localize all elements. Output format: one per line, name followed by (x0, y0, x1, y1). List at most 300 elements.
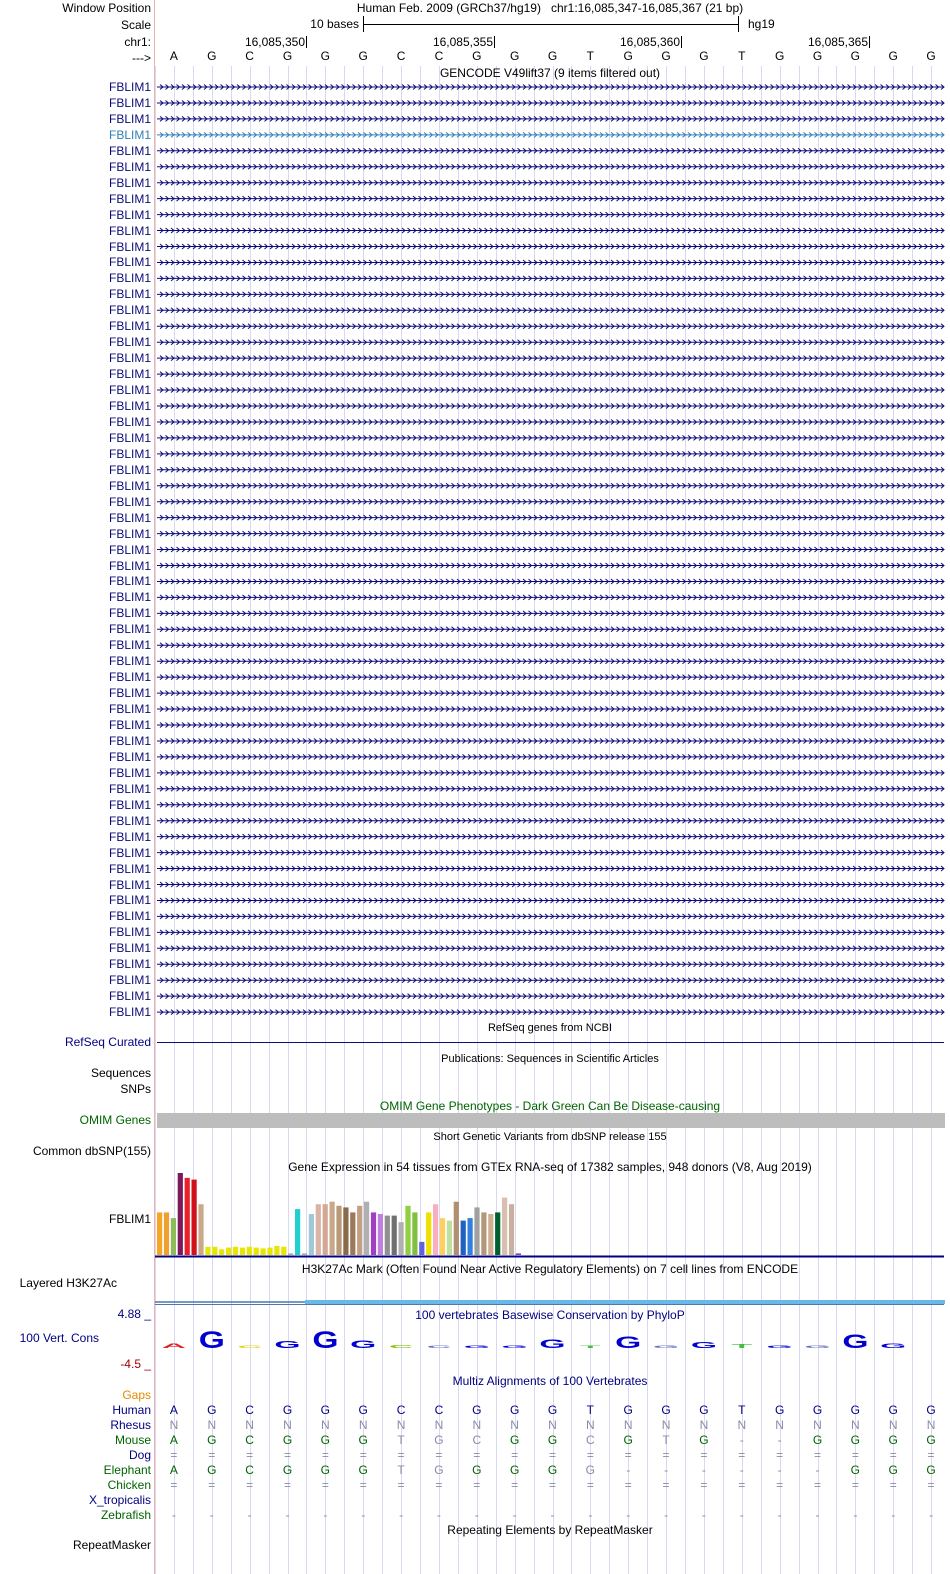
aligned-base: T (397, 1463, 405, 1477)
aligned-base: = (548, 1448, 557, 1462)
aligned-base: N (623, 1418, 633, 1432)
base-letter: G (509, 49, 520, 63)
base-letter: G (850, 49, 861, 63)
gencode-transcript-label: FBLIM1 (108, 351, 151, 366)
aligned-base: T (738, 1403, 746, 1417)
gencode-transcript-label: FBLIM1 (108, 494, 151, 509)
gtex-tissue-bar (495, 1212, 500, 1255)
publications-sequences-label[interactable]: Sequences (90, 1066, 151, 1080)
aligned-base: = (359, 1448, 367, 1462)
species-label: Rhesus (110, 1418, 151, 1432)
species-label: X_tropicalis (88, 1493, 151, 1507)
ruler-tick-label: 16,085,365 (807, 35, 868, 49)
gencode-transcript-label: FBLIM1 (108, 622, 151, 637)
aligned-base: N (207, 1418, 217, 1432)
assembly-position-text: Human Feb. 2009 (GRCh37/hg19) chr1:16,085,347-16,085,367 (21 bp) (356, 1, 744, 15)
aligned-base: G (509, 1463, 520, 1477)
gtex-tissue-bar (412, 1212, 417, 1255)
base-letter: G (661, 49, 671, 63)
gtex-tissue-bar (330, 1202, 335, 1255)
gencode-transcript-label: FBLIM1 (108, 95, 151, 110)
gtex-tissue-bar (233, 1247, 238, 1255)
aligned-base: G (547, 1433, 558, 1447)
aligned-base: G (850, 1403, 861, 1417)
aligned-base: = (283, 1478, 292, 1492)
aligned-base: - (739, 1433, 744, 1447)
aligned-base: C (472, 1433, 482, 1447)
aligned-base: - (436, 1508, 441, 1522)
gtex-tissue-bar (205, 1247, 210, 1255)
aligned-base: N (775, 1418, 784, 1432)
aligned-base: N (586, 1418, 595, 1432)
gencode-transcript-label: FBLIM1 (108, 925, 151, 940)
base-letter: G (888, 49, 898, 63)
aligned-base: G (888, 1463, 898, 1477)
aligned-base: C (245, 1463, 254, 1477)
gencode-transcript-label: FBLIM1 (108, 845, 151, 860)
gencode-transcript-label: FBLIM1 (108, 781, 151, 796)
gtex-tissue-bar (274, 1246, 279, 1255)
gtex-tissue-bar (399, 1222, 404, 1255)
gtex-tissue-bar (474, 1207, 479, 1255)
aligned-base: G (207, 1463, 217, 1477)
gtex-tissue-bar (261, 1248, 266, 1255)
aligned-base: G (850, 1433, 861, 1447)
gencode-transcript-label: FBLIM1 (108, 941, 151, 956)
gencode-transcript-label: FBLIM1 (108, 526, 151, 541)
base-letter: C (396, 49, 406, 63)
scale-text: 10 bases (310, 17, 359, 31)
gtex-tissue-bar (509, 1204, 514, 1255)
gtex-tissue-bar (468, 1218, 473, 1255)
aligned-base: = (511, 1478, 519, 1492)
gtex-tissue-bar (357, 1206, 362, 1255)
aligned-base: - (323, 1508, 328, 1522)
gencode-transcript-label: FBLIM1 (108, 654, 151, 669)
aligned-base: - (664, 1463, 669, 1477)
aligned-base: A (169, 1463, 178, 1477)
conservation-min-label: -4.5 _ (120, 1357, 151, 1371)
multiz-gaps-label: Gaps (122, 1388, 151, 1402)
base-letter: C (245, 49, 254, 63)
aligned-base: = (851, 1448, 859, 1462)
gtex-tissue-bar (488, 1214, 493, 1255)
conservation-base: T (580, 1344, 601, 1349)
base-letter: G (282, 49, 293, 63)
gencode-transcript-label: FBLIM1 (108, 749, 151, 764)
aligned-base: G (547, 1463, 558, 1477)
aligned-base: = (435, 1478, 443, 1492)
gtex-tissue-bar (461, 1221, 466, 1255)
conservation-base: G (766, 1344, 793, 1349)
gencode-transcript-label: FBLIM1 (108, 127, 151, 142)
species-label: Dog (128, 1448, 151, 1462)
gencode-transcript-label: FBLIM1 (108, 702, 151, 717)
aligned-base: = (473, 1478, 481, 1492)
aligned-base: = (738, 1478, 746, 1492)
h3k27ac-track-label[interactable]: Layered H3K27Ac (19, 1276, 117, 1290)
conservation-base: G (312, 1326, 339, 1354)
ruler-tick-label: 16,085,355 (432, 35, 493, 49)
dbsnp-track-label[interactable]: Common dbSNP(155) (32, 1144, 151, 1158)
gencode-transcript-label: FBLIM1 (108, 271, 151, 286)
gtex-tissue-bar (343, 1207, 348, 1255)
aligned-base: = (548, 1478, 557, 1492)
gtex-tissue-bar (350, 1212, 355, 1255)
gtex-tissue-bar (336, 1206, 341, 1255)
gencode-transcript-label: FBLIM1 (108, 414, 151, 429)
species-label: Human (112, 1403, 151, 1417)
gencode-transcript-label: FBLIM1 (108, 191, 151, 206)
omim-track-title[interactable]: OMIM Gene Phenotypes - Dark Green Can Be Disease-causing (379, 1099, 721, 1113)
aligned-base: C (245, 1403, 254, 1417)
gencode-transcript-label: FBLIM1 (108, 670, 151, 685)
chrom-label: chr1: (124, 35, 151, 49)
gencode-transcript-label: FBLIM1 (108, 558, 151, 573)
gtex-tissue-bar (254, 1248, 259, 1255)
gtex-tissue-bar (371, 1212, 376, 1255)
aligned-base: G (358, 1403, 368, 1417)
aligned-base: - (739, 1463, 744, 1477)
gencode-transcript-label: FBLIM1 (108, 367, 151, 382)
aligned-base: N (548, 1418, 557, 1432)
aligned-base: = (889, 1478, 897, 1492)
aligned-base: = (511, 1448, 519, 1462)
aligned-base: = (776, 1448, 784, 1462)
aligned-base: N (926, 1418, 936, 1432)
aligned-base: C (586, 1433, 595, 1447)
aligned-base: N (737, 1418, 747, 1432)
gencode-transcript-label: FBLIM1 (108, 223, 151, 238)
aligned-base: G (282, 1403, 293, 1417)
gtex-tissue-bar (178, 1173, 183, 1255)
gencode-transcript-label: FBLIM1 (108, 590, 151, 605)
aligned-base: - (247, 1508, 252, 1522)
gtex-tissue-bar (378, 1214, 383, 1255)
conservation-max-label: 4.88 _ (117, 1307, 151, 1321)
gtex-tissue-bar (226, 1248, 231, 1255)
gencode-transcript-label: FBLIM1 (108, 893, 151, 908)
aligned-base: = (321, 1448, 329, 1462)
omim-track-label[interactable]: OMIM Genes (79, 1113, 151, 1127)
gtex-tissue-bar (405, 1206, 410, 1255)
gencode-transcript-label: FBLIM1 (108, 733, 151, 748)
h3k27ac-track-title[interactable]: H3K27Ac Mark (Often Found Near Active Regulatory Elements) on 7 cell lines from ENCODE (301, 1262, 799, 1276)
aligned-base: = (662, 1448, 670, 1462)
gtex-tissue-bar (447, 1221, 452, 1255)
aligned-base: G (509, 1433, 520, 1447)
aligned-base: - (588, 1508, 593, 1522)
gtex-tissue-bar (198, 1204, 203, 1255)
gencode-transcript-label: FBLIM1 (108, 1005, 151, 1020)
h3k27ac-signal (305, 1300, 945, 1304)
aligned-base: C (245, 1433, 254, 1447)
aligned-base: - (399, 1508, 404, 1522)
base-letter: G (358, 49, 368, 63)
gtex-tissue-bar (440, 1218, 445, 1255)
aligned-base: G (320, 1463, 331, 1477)
aligned-base: G (358, 1433, 368, 1447)
gtex-tissue-bar (219, 1249, 224, 1255)
gencode-transcript-label: FBLIM1 (108, 718, 151, 732)
gencode-transcript-label: FBLIM1 (108, 973, 151, 988)
base-letter: G (623, 49, 633, 63)
aligned-base: = (586, 1478, 594, 1492)
aligned-base: N (169, 1418, 179, 1432)
aligned-base: G (926, 1433, 936, 1447)
gtex-tissue-bar (454, 1202, 459, 1255)
aligned-base: A (169, 1403, 178, 1417)
aligned-base: G (774, 1403, 785, 1417)
aligned-base: = (170, 1448, 178, 1462)
base-letter: T (586, 49, 595, 63)
aligned-base: N (396, 1418, 406, 1432)
gencode-transcript-label: FBLIM1 (108, 909, 151, 924)
gencode-transcript-label: FBLIM1 (108, 111, 151, 126)
aligned-base: G (320, 1433, 331, 1447)
gtex-tissue-bar (364, 1202, 369, 1255)
base-letter: G (547, 49, 558, 63)
gencode-transcript-label: FBLIM1 (108, 462, 151, 477)
aligned-base: - (891, 1508, 896, 1522)
conservation-base: G (274, 1339, 301, 1351)
gencode-transcript-label: FBLIM1 (108, 143, 151, 158)
aligned-base: C (434, 1403, 444, 1417)
aligned-base: G (926, 1463, 936, 1477)
gencode-transcript-label: FBLIM1 (108, 510, 151, 525)
gtex-tissue-bar (302, 1253, 307, 1255)
aligned-base: = (927, 1478, 935, 1492)
aligned-base: - (777, 1508, 782, 1522)
aligned-base: G (699, 1433, 709, 1447)
aligned-base: - (739, 1508, 744, 1522)
gtex-tissue-bar (171, 1218, 176, 1255)
aligned-base: G (661, 1403, 671, 1417)
gtex-tissue-bar (392, 1216, 397, 1255)
aligned-base: - (777, 1433, 782, 1447)
aligned-base: - (777, 1463, 782, 1477)
aligned-base: N (661, 1418, 671, 1432)
omim-gene-bar (157, 1113, 945, 1128)
repeatmasker-track-title[interactable]: Repeating Elements by RepeatMasker (447, 1523, 653, 1537)
aligned-base: = (851, 1478, 859, 1492)
base-letter: G (774, 49, 785, 63)
aligned-base: = (776, 1478, 784, 1492)
gtex-tissue-bar (192, 1180, 197, 1255)
aligned-base: = (208, 1448, 216, 1462)
aligned-base: = (738, 1448, 746, 1462)
aligned-base: G (472, 1463, 482, 1477)
aligned-base: G (547, 1403, 558, 1417)
gtex-tissue-bar (516, 1253, 521, 1255)
conservation-base: G (653, 1344, 680, 1349)
multiz-track-title[interactable]: Multiz Alignments of 100 Vertebrates (452, 1374, 648, 1388)
gencode-transcript-label: FBLIM1 (108, 80, 151, 94)
aligned-base: N (434, 1418, 444, 1432)
conservation-base: C (237, 1344, 262, 1349)
aligned-base: G (812, 1433, 823, 1447)
aligned-base: G (207, 1433, 217, 1447)
aligned-base: N (472, 1418, 482, 1432)
aligned-base: G (585, 1463, 596, 1477)
gencode-transcript-label: FBLIM1 (108, 765, 151, 780)
aligned-base: G (472, 1403, 482, 1417)
gencode-transcript-label: FBLIM1 (108, 574, 151, 589)
gtex-tissue-bar (288, 1253, 293, 1255)
aligned-base: T (662, 1433, 670, 1447)
conservation-base: T (731, 1343, 753, 1350)
conservation-base: G (350, 1338, 377, 1351)
repeatmasker-track-label[interactable]: RepeatMasker (72, 1538, 151, 1552)
gencode-transcript-label: FBLIM1 (108, 430, 151, 445)
aligned-base: = (927, 1448, 935, 1462)
aligned-base: = (359, 1478, 367, 1492)
aligned-base: N (321, 1418, 330, 1432)
aligned-base: - (626, 1463, 631, 1477)
gtex-track-title[interactable]: Gene Expression in 54 tissues from GTEx RNA-seq of 17382 samples, 948 donors (V8, Aug 2019) (288, 1160, 812, 1174)
aligned-base: G (699, 1403, 709, 1417)
base-letter: G (926, 49, 936, 63)
gtex-tissue-bar (281, 1247, 286, 1255)
conservation-base: G (842, 1330, 869, 1353)
conservation-base: G (615, 1333, 642, 1352)
gtex-tissue-bar (433, 1204, 438, 1255)
aligned-base: G (509, 1403, 520, 1417)
gencode-transcript-label: FBLIM1 (108, 319, 151, 334)
aligned-base: - (664, 1508, 669, 1522)
gencode-transcript-label: FBLIM1 (108, 797, 151, 812)
conservation-base: C (426, 1344, 452, 1349)
aligned-base: G (623, 1403, 633, 1417)
gtex-tissue-bar (157, 1212, 162, 1255)
aligned-base: = (208, 1478, 216, 1492)
gencode-transcript-label: FBLIM1 (108, 159, 151, 174)
gtex-tissue-bar (267, 1248, 272, 1255)
gencode-transcript-label: FBLIM1 (108, 239, 151, 254)
aligned-base: N (245, 1418, 254, 1432)
aligned-base: N (510, 1418, 519, 1432)
species-label: Mouse (114, 1433, 151, 1447)
aligned-base: = (397, 1448, 405, 1462)
aligned-base: - (701, 1463, 706, 1477)
refseq-track-title[interactable]: RefSeq genes from NCBI (487, 1022, 613, 1034)
aligned-base: G (888, 1403, 898, 1417)
aligned-base: = (473, 1448, 481, 1462)
gencode-transcript-label: FBLIM1 (108, 686, 151, 701)
aligned-base: G (434, 1463, 444, 1477)
conservation-track-label[interactable]: 100 Vert. Cons (19, 1331, 99, 1345)
gencode-transcript-label: FBLIM1 (108, 829, 151, 844)
aligned-base: N (283, 1418, 292, 1432)
gencode-transcript-label: FBLIM1 (108, 606, 151, 621)
aligned-base: = (813, 1478, 822, 1492)
dbsnp-track-title[interactable]: Short Genetic Variants from dbSNP release 155 (433, 1131, 667, 1143)
refseq-track-label[interactable]: RefSeq Curated (64, 1035, 151, 1049)
aligned-base: = (397, 1478, 405, 1492)
aligned-base: T (586, 1403, 595, 1417)
aligned-base: - (626, 1508, 631, 1522)
gencode-transcript-label: FBLIM1 (108, 638, 151, 653)
aligned-base: A (169, 1433, 178, 1447)
scale-label: Scale (120, 18, 151, 32)
gtex-tissue-bar (185, 1178, 190, 1255)
base-letter: G (812, 49, 823, 63)
aligned-base: G (282, 1433, 293, 1447)
aligned-base: = (170, 1478, 178, 1492)
publications-track-title[interactable]: Publications: Sequences in Scientific Articles (441, 1053, 659, 1065)
conservation-base: G (501, 1344, 528, 1349)
aligned-base: = (435, 1448, 443, 1462)
aligned-base: - (474, 1508, 479, 1522)
aligned-base: G (434, 1433, 444, 1447)
base-letter: A (169, 49, 178, 63)
gencode-transcript-label: FBLIM1 (108, 446, 151, 461)
gencode-transcript-label: FBLIM1 (108, 478, 151, 493)
aligned-base: = (813, 1448, 822, 1462)
gtex-tissue-bar (323, 1204, 328, 1255)
base-letter: G (472, 49, 482, 63)
aligned-base: G (358, 1463, 368, 1477)
gtex-tissue-bar (247, 1247, 252, 1255)
conservation-base: G (539, 1337, 566, 1351)
gtex-tissue-bar (385, 1216, 390, 1255)
gtex-tissue-bar (164, 1212, 169, 1255)
aligned-base: G (850, 1463, 861, 1477)
gencode-transcript-label: FBLIM1 (108, 335, 151, 350)
aligned-base: N (699, 1418, 709, 1432)
gtex-tissue-bar (502, 1198, 507, 1255)
aligned-base: = (246, 1478, 254, 1492)
base-letter: G (320, 49, 331, 63)
base-letter: G (699, 49, 709, 63)
aligned-base: - (701, 1508, 706, 1522)
gencode-transcript-label: FBLIM1 (108, 813, 151, 828)
aligned-base: N (888, 1418, 898, 1432)
gencode-track-title[interactable]: GENCODE V49lift37 (9 items filtered out) (439, 66, 661, 80)
gencode-transcript-label: FBLIM1 (108, 303, 151, 318)
aligned-base: G (282, 1463, 293, 1477)
aligned-base: - (361, 1508, 366, 1522)
aligned-base: = (700, 1448, 708, 1462)
gencode-transcript-label: FBLIM1 (108, 287, 151, 302)
aligned-base: N (358, 1418, 368, 1432)
aligned-base: = (283, 1448, 292, 1462)
conservation-base: G (198, 1326, 225, 1354)
window-position-label: Window Position (62, 1, 151, 15)
aligned-base: - (815, 1463, 820, 1477)
aligned-base: - (512, 1508, 517, 1522)
conservation-track-title[interactable]: 100 vertebrates Basewise Conservation by PhyloP (415, 1308, 685, 1322)
base-letter: C (434, 49, 444, 63)
conservation-base: G (690, 1341, 717, 1350)
gtex-track-label[interactable]: FBLIM1 (108, 1212, 151, 1226)
aligned-base: = (321, 1478, 329, 1492)
aligned-base: - (929, 1508, 934, 1522)
aligned-base: T (397, 1433, 405, 1447)
gencode-transcript-label: FBLIM1 (108, 399, 151, 413)
aligned-base: = (624, 1478, 632, 1492)
publications-snps-label[interactable]: SNPs (120, 1082, 151, 1096)
aligned-base: = (700, 1478, 708, 1492)
aligned-base: G (888, 1433, 898, 1447)
aligned-base: N (851, 1418, 860, 1432)
species-label: Chicken (107, 1478, 151, 1492)
gtex-tissue-bar (481, 1212, 486, 1255)
strand-label: ---> (132, 51, 151, 65)
aligned-base: = (624, 1448, 632, 1462)
aligned-base: G (812, 1403, 823, 1417)
aligned-base: C (396, 1403, 406, 1417)
